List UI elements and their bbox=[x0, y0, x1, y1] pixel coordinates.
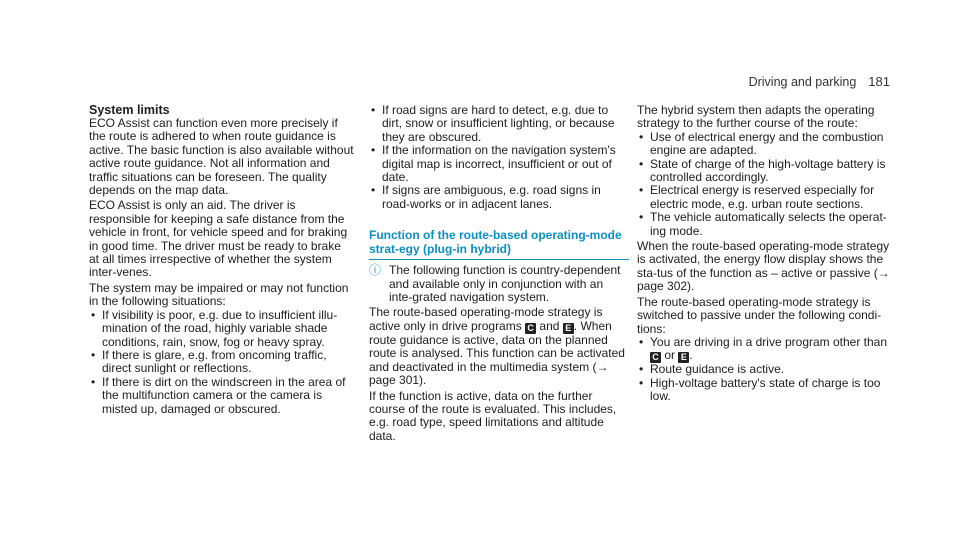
bullet-icon: • bbox=[91, 307, 96, 322]
list-item-text: If visibility is poor, e.g. due to insufficient illu-mination of the road, highly variable shade conditions, rain, snow, fog or heavy spray. bbox=[102, 307, 338, 349]
paragraph-text: The route-based operating-mode strategy is active only in drive programs bbox=[369, 305, 603, 333]
list-item bbox=[637, 211, 899, 238]
list-item bbox=[637, 158, 899, 185]
list-item: • You are driving in a drive program other than C or E . bbox=[639, 334, 888, 363]
bullet-icon: • bbox=[91, 374, 96, 389]
bullet-icon: • bbox=[371, 143, 376, 158]
list-item bbox=[637, 363, 899, 376]
column-3 bbox=[637, 104, 899, 404]
paragraph: ECO Assist can function even more precisely if the route is adhered to when route guidance is active. The basic function is also available without active route guidance. Not all information and traffic situations can be foreseen. The quality depends on the map data. bbox=[89, 116, 354, 198]
section-name: Driving and parking bbox=[748, 75, 857, 89]
paragraph: When the route-based operating-mode strategy is activated, the energy flow display shows the sta-tus of the function as – active or passive (→ page 302). bbox=[637, 239, 890, 294]
bullet-list bbox=[637, 131, 899, 238]
bullet-list bbox=[637, 336, 899, 404]
list-item bbox=[637, 184, 899, 211]
paragraph: The hybrid system then adapts the operating strategy to the further course of the route: bbox=[637, 103, 875, 131]
conjunction: or bbox=[664, 348, 676, 363]
drive-program-e-icon: E bbox=[678, 352, 689, 363]
bullet-list bbox=[89, 309, 354, 416]
list-item-text: Use of electrical energy and the combustion engine are adapted. bbox=[650, 129, 884, 158]
heading-system-limits: System limits bbox=[89, 103, 170, 117]
list-item bbox=[89, 376, 354, 416]
drive-program-c-icon: C bbox=[525, 323, 536, 334]
bullet-icon: • bbox=[639, 183, 644, 198]
section-title: Function of the route-based operating-mode strat-egy (plug-in hybrid) bbox=[369, 229, 629, 260]
bullet-icon: • bbox=[639, 129, 644, 144]
bullet-icon: • bbox=[91, 347, 96, 362]
list-item-text: Route guidance is active. bbox=[650, 362, 785, 377]
list-item-text: High-voltage battery's state of charge is too low. bbox=[650, 375, 881, 404]
paragraph: If the function is active, data on the further course of the route is evaluated. This includes, e.g. road type, speed limitations and altitude data. bbox=[369, 388, 617, 443]
list-item-text: The vehicle automatically selects the operat-ing mode. bbox=[650, 210, 887, 238]
note-box bbox=[369, 264, 629, 304]
bullet-icon: • bbox=[639, 156, 644, 171]
list-item bbox=[89, 349, 354, 376]
list-item-text: State of charge of the high-voltage battery is controlled accordingly. bbox=[650, 156, 886, 185]
bullet-icon: • bbox=[639, 375, 644, 390]
list-item-text: Electrical energy is reserved especially for electric mode, e.g. urban route sections. bbox=[650, 183, 875, 211]
conjunction: and bbox=[539, 318, 560, 333]
list-item bbox=[369, 144, 629, 184]
list-item bbox=[369, 184, 629, 211]
list-item-text: You are driving in a drive program other than bbox=[650, 334, 888, 349]
bullet-icon: • bbox=[639, 210, 644, 225]
list-item bbox=[369, 104, 629, 144]
paragraph: The system may be impaired or may not function in the following situations: bbox=[89, 280, 349, 309]
drive-program-e-icon: E bbox=[563, 323, 574, 334]
bullet-list bbox=[369, 104, 629, 211]
paragraph: ECO Assist is only an aid. The driver is responsible for keeping a safe distance from the vehicle in front, for vehicle speed and for braking in good time. The driver must be ready to brake at all times irrespective of whether the system inter-venes. bbox=[89, 198, 348, 280]
bullet-icon: • bbox=[371, 183, 376, 198]
list-item-text: If there is dirt on the windscreen in the area of the multifunction camera or the camera is misted up, damaged or obscured. bbox=[102, 374, 346, 416]
list-item bbox=[89, 309, 354, 349]
list-item-text: If signs are ambiguous, e.g. road signs in road-works or in adjacent lanes. bbox=[382, 183, 601, 211]
paragraph-text: . When route guidance is active, data on the planned route is analysed. This function can be activated and deactivated in the multimedia system (→ page 301). bbox=[369, 318, 625, 388]
list-item bbox=[637, 131, 899, 158]
list-item-text: If road signs are hard to detect, e.g. due to dirt, snow or insufficient lighting, or because they are obscured. bbox=[382, 103, 615, 144]
page-number: 181 bbox=[868, 74, 890, 89]
info-icon: ⓘ bbox=[369, 263, 382, 278]
page-header bbox=[749, 74, 890, 89]
list-item-text: If the information on the navigation system's digital map is incorrect, insufficient or out of date. bbox=[382, 143, 616, 185]
list-item-text: If there is glare, e.g. from oncoming traffic, direct sunlight or reflections. bbox=[102, 347, 327, 376]
column-1 bbox=[89, 104, 354, 416]
drive-program-c-icon: C bbox=[650, 352, 661, 363]
paragraph: The route-based operating-mode strategy is switched to passive under the following condi-tions: bbox=[637, 294, 882, 336]
note-text: The following function is country-dependent and available only in conjunction with an inte-grated navigation system. bbox=[389, 263, 621, 305]
column-2 bbox=[369, 104, 629, 443]
bullet-icon: • bbox=[371, 103, 376, 117]
paragraph bbox=[369, 306, 629, 387]
bullet-icon: • bbox=[639, 334, 644, 349]
list-item bbox=[637, 377, 899, 404]
bullet-icon: • bbox=[639, 362, 644, 377]
